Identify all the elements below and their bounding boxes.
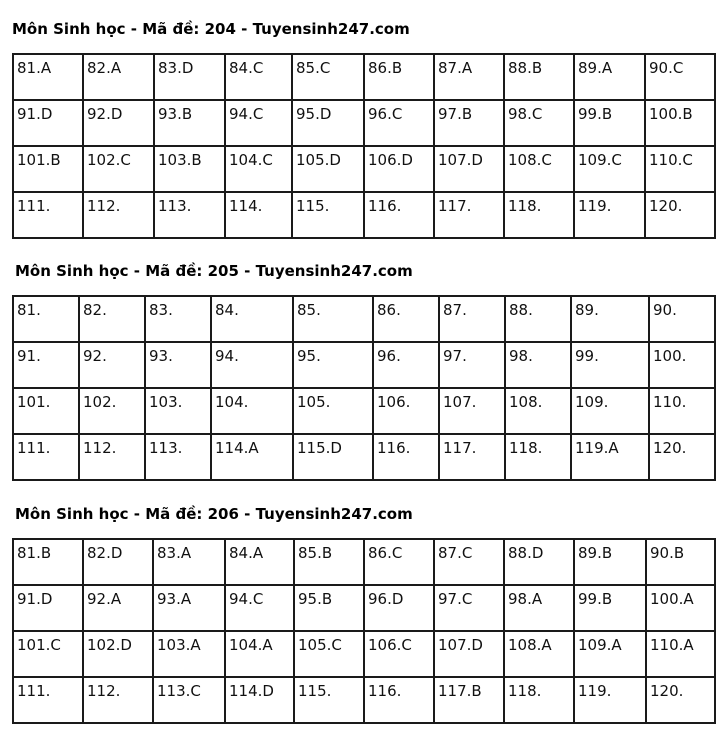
answer-cell-text: 111.	[17, 197, 51, 215]
answer-cell	[211, 296, 293, 342]
answer-cell	[292, 146, 364, 192]
answer-cell-text: 98.A	[508, 590, 543, 608]
answer-cell	[434, 192, 504, 238]
answer-cell	[211, 342, 293, 388]
answer-cell-text: 92.D	[87, 105, 123, 123]
table-row	[13, 434, 715, 480]
answer-cell-text: 93.A	[157, 590, 192, 608]
answer-cell-text: 119.A	[575, 439, 619, 457]
answer-cell	[79, 342, 145, 388]
answer-cell	[645, 54, 715, 100]
answer-cell	[574, 677, 646, 723]
answer-cell-text: 117.B	[438, 682, 482, 700]
answer-cell	[571, 388, 649, 434]
answer-cell	[571, 296, 649, 342]
answer-cell-text: 94.	[215, 347, 239, 365]
answer-cell	[373, 434, 439, 480]
answer-cell-text: 104.	[215, 393, 249, 411]
answer-cell	[574, 539, 646, 585]
answer-cell	[83, 100, 154, 146]
answer-cell	[79, 296, 145, 342]
answer-cell	[645, 146, 715, 192]
answer-cell-text: 94.C	[229, 590, 264, 608]
answer-cell-text: 90.	[653, 301, 677, 319]
answer-cell-text: 95.	[297, 347, 321, 365]
answer-cell-text: 119.	[578, 197, 612, 215]
answer-cell-text: 102.C	[87, 151, 131, 169]
answer-cell-text: 82.	[83, 301, 107, 319]
table-row	[13, 677, 715, 723]
answer-cell	[153, 539, 225, 585]
answer-cell	[83, 146, 154, 192]
answer-cell	[645, 192, 715, 238]
answer-cell	[225, 631, 294, 677]
answer-cell	[574, 631, 646, 677]
answer-cell-text: 91.	[17, 347, 41, 365]
answer-cell-text: 89.A	[578, 59, 613, 77]
answer-cell-text: 97.	[443, 347, 467, 365]
answer-cell-text: 87.C	[438, 544, 473, 562]
answer-cell-text: 120.	[650, 682, 684, 700]
answer-cell	[649, 296, 715, 342]
answer-cell	[439, 296, 505, 342]
answer-cell-text: 81.A	[17, 59, 52, 77]
answer-cell	[13, 54, 83, 100]
answer-cell	[434, 677, 504, 723]
answer-cell	[505, 342, 571, 388]
answer-cell-text: 101.	[17, 393, 51, 411]
answer-cell	[364, 146, 434, 192]
answer-cell-text: 116.	[368, 682, 402, 700]
answer-cell-text: 82.D	[87, 544, 123, 562]
answer-cell-text: 85.B	[298, 544, 333, 562]
answer-cell-text: 111.	[17, 682, 51, 700]
answer-cell-text: 81.	[17, 301, 41, 319]
answer-cell-text: 120.	[653, 439, 687, 457]
answer-cell	[574, 100, 645, 146]
answer-cell	[364, 54, 434, 100]
answer-cell-text: 95.B	[298, 590, 333, 608]
answer-cell	[574, 54, 645, 100]
answer-cell-text: 106.	[377, 393, 411, 411]
answer-cell-text: 115.	[296, 197, 330, 215]
answer-cell-text: 86.	[377, 301, 401, 319]
answer-cell	[13, 539, 83, 585]
table-row	[13, 388, 715, 434]
answer-cell-text: 81.B	[17, 544, 52, 562]
answer-cell-text: 109.A	[578, 636, 622, 654]
answer-cell	[225, 677, 294, 723]
section-title-206: Môn Sinh học - Mã đề: 206 - Tuyensinh247.com	[15, 505, 413, 523]
answer-cell	[364, 631, 434, 677]
answer-cell-text: 83.A	[157, 544, 192, 562]
answer-cell-text: 116.	[377, 439, 411, 457]
answer-cell	[13, 585, 83, 631]
answer-cell	[571, 434, 649, 480]
table-row	[13, 100, 715, 146]
answer-cell-text: 82.A	[87, 59, 122, 77]
answer-cell	[225, 585, 294, 631]
answer-cell-text: 90.C	[649, 59, 684, 77]
answer-cell-text: 118.	[508, 197, 542, 215]
answer-cell	[83, 631, 153, 677]
answer-cell	[505, 434, 571, 480]
answer-cell-text: 84.	[215, 301, 239, 319]
answer-cell-text: 108.	[509, 393, 543, 411]
answer-cell	[294, 585, 364, 631]
answer-cell-text: 84.A	[229, 544, 264, 562]
answer-cell	[13, 296, 79, 342]
answer-cell-text: 91.D	[17, 105, 53, 123]
answer-cell-text: 85.C	[296, 59, 331, 77]
answer-cell-text: 104.C	[229, 151, 273, 169]
answer-cell-text: 100.A	[650, 590, 694, 608]
table-row	[13, 585, 715, 631]
answer-cell	[646, 677, 715, 723]
answer-cell	[211, 388, 293, 434]
answer-cell-text: 114.D	[229, 682, 274, 700]
answer-cell-text: 108.A	[508, 636, 552, 654]
answer-cell	[225, 146, 292, 192]
answer-cell	[83, 192, 154, 238]
answer-cell	[13, 100, 83, 146]
answer-cell-text: 108.C	[508, 151, 552, 169]
answer-cell	[145, 434, 211, 480]
answer-cell-text: 97.C	[438, 590, 473, 608]
answer-cell-text: 104.A	[229, 636, 273, 654]
answer-cell-text: 115.	[298, 682, 332, 700]
answer-cell	[145, 296, 211, 342]
answer-cell	[154, 146, 225, 192]
answer-cell-text: 90.B	[650, 544, 685, 562]
answer-cell	[83, 677, 153, 723]
answer-cell	[293, 342, 373, 388]
answer-cell-text: 103.	[149, 393, 183, 411]
answer-cell-text: 96.	[377, 347, 401, 365]
answer-cell-text: 105.D	[296, 151, 341, 169]
answer-cell-text: 112.	[87, 197, 121, 215]
table-row	[13, 342, 715, 388]
answer-cell	[574, 585, 646, 631]
answer-cell-text: 99.	[575, 347, 599, 365]
section-title-204: Môn Sinh học - Mã đề: 204 - Tuyensinh247.com	[12, 20, 410, 38]
answer-cell-text: 94.C	[229, 105, 264, 123]
answer-cell-text: 103.A	[157, 636, 201, 654]
answer-cell-text: 106.D	[368, 151, 413, 169]
answer-cell	[364, 677, 434, 723]
table-row	[13, 146, 715, 192]
answer-cell-text: 100.	[653, 347, 687, 365]
answer-cell-text: 105.	[297, 393, 331, 411]
answer-cell	[294, 631, 364, 677]
answer-cell-text: 107.	[443, 393, 477, 411]
answer-cell	[292, 54, 364, 100]
answer-cell	[153, 585, 225, 631]
answer-cell-text: 92.A	[87, 590, 122, 608]
answer-cell-text: 87.	[443, 301, 467, 319]
answer-cell-text: 102.	[83, 393, 117, 411]
answer-cell-text: 96.C	[368, 105, 403, 123]
answer-cell	[211, 434, 293, 480]
answer-cell	[439, 434, 505, 480]
answer-cell	[434, 631, 504, 677]
answer-cell-text: 105.C	[298, 636, 342, 654]
answer-cell-text: 86.B	[368, 59, 403, 77]
answer-cell-text: 85.	[297, 301, 321, 319]
answer-cell-text: 107.D	[438, 151, 483, 169]
answer-cell	[504, 677, 574, 723]
answer-cell	[13, 388, 79, 434]
answer-cell-text: 109.C	[578, 151, 622, 169]
answer-cell-text: 114.	[229, 197, 263, 215]
answer-cell-text: 101.C	[17, 636, 61, 654]
answer-cell-text: 106.C	[368, 636, 412, 654]
answer-cell	[646, 585, 715, 631]
answer-cell-text: 83.D	[158, 59, 194, 77]
answer-table-206	[12, 538, 716, 724]
answer-cell-text: 88.	[509, 301, 533, 319]
answer-cell	[574, 192, 645, 238]
answer-cell-text: 93.	[149, 347, 173, 365]
answer-cell	[79, 388, 145, 434]
answer-cell	[292, 192, 364, 238]
answer-cell	[225, 539, 294, 585]
answer-cell	[364, 585, 434, 631]
answer-cell-text: 112.	[87, 682, 121, 700]
answer-cell	[434, 585, 504, 631]
answer-cell	[225, 192, 292, 238]
answer-cell	[364, 539, 434, 585]
answer-cell	[649, 388, 715, 434]
answer-cell-text: 84.C	[229, 59, 264, 77]
answer-cell	[13, 146, 83, 192]
answer-cell-text: 109.	[575, 393, 609, 411]
answer-cell-text: 91.D	[17, 590, 53, 608]
answer-cell	[83, 539, 153, 585]
answer-cell	[13, 677, 83, 723]
answer-cell-text: 117.	[443, 439, 477, 457]
table-row	[13, 296, 715, 342]
answer-cell-text: 117.	[438, 197, 472, 215]
answer-cell	[225, 54, 292, 100]
answer-cell	[373, 296, 439, 342]
answer-cell-text: 110.	[653, 393, 687, 411]
answer-cell	[505, 296, 571, 342]
answer-cell-text: 99.B	[578, 590, 613, 608]
answer-cell	[293, 388, 373, 434]
answer-cell-text: 118.	[509, 439, 543, 457]
answer-cell-text: 98.	[509, 347, 533, 365]
answer-cell	[646, 631, 715, 677]
answer-cell	[373, 342, 439, 388]
answer-cell-text: 119.	[578, 682, 612, 700]
answer-cell	[154, 192, 225, 238]
answer-cell-text: 86.C	[368, 544, 403, 562]
answer-cell-text: 102.D	[87, 636, 132, 654]
answer-cell-text: 97.B	[438, 105, 473, 123]
answer-cell	[13, 434, 79, 480]
answer-cell	[434, 146, 504, 192]
answer-cell	[649, 434, 715, 480]
answer-cell-text: 88.D	[508, 544, 544, 562]
answer-cell	[153, 677, 225, 723]
answer-cell	[504, 585, 574, 631]
answer-cell	[504, 54, 574, 100]
answer-cell-text: 92.	[83, 347, 107, 365]
answer-cell	[225, 100, 292, 146]
answer-cell	[504, 100, 574, 146]
answer-cell	[434, 100, 504, 146]
answer-cell	[79, 434, 145, 480]
answer-cell	[294, 677, 364, 723]
table-row	[13, 539, 715, 585]
answer-cell-text: 107.D	[438, 636, 483, 654]
table-row	[13, 192, 715, 238]
answer-cell-text: 89.B	[578, 544, 613, 562]
answer-cell	[154, 54, 225, 100]
answer-cell-text: 116.	[368, 197, 402, 215]
answer-cell	[364, 100, 434, 146]
answer-cell	[504, 146, 574, 192]
answer-cell	[294, 539, 364, 585]
answer-cell-text: 110.A	[650, 636, 694, 654]
answer-cell-text: 112.	[83, 439, 117, 457]
answer-cell-text: 95.D	[296, 105, 332, 123]
section-title-205: Môn Sinh học - Mã đề: 205 - Tuyensinh247.com	[15, 262, 413, 280]
answer-cell	[434, 54, 504, 100]
answer-cell	[364, 192, 434, 238]
answer-table-205	[12, 295, 716, 481]
answer-cell	[83, 585, 153, 631]
answer-cell	[649, 342, 715, 388]
answer-cell	[504, 192, 574, 238]
table-row	[13, 54, 715, 100]
answer-cell-text: 113.	[149, 439, 183, 457]
answer-cell	[645, 100, 715, 146]
answer-cell-text: 113.C	[157, 682, 201, 700]
answer-cell	[439, 388, 505, 434]
answer-cell-text: 103.B	[158, 151, 202, 169]
answer-cell-text: 87.A	[438, 59, 473, 77]
answer-cell-text: 120.	[649, 197, 683, 215]
answer-cell	[145, 342, 211, 388]
answer-cell-text: 96.D	[368, 590, 404, 608]
answer-cell-text: 113.	[158, 197, 192, 215]
answer-cell	[504, 539, 574, 585]
answer-cell	[154, 100, 225, 146]
answer-cell	[13, 342, 79, 388]
answer-cell	[145, 388, 211, 434]
answer-cell-text: 83.	[149, 301, 173, 319]
answer-cell	[434, 539, 504, 585]
answer-cell	[505, 388, 571, 434]
answer-cell	[153, 631, 225, 677]
answer-cell	[504, 631, 574, 677]
answer-cell	[574, 146, 645, 192]
answer-cell-text: 101.B	[17, 151, 61, 169]
answer-cell-text: 98.C	[508, 105, 543, 123]
answer-cell	[83, 54, 154, 100]
answer-cell-text: 111.	[17, 439, 51, 457]
answer-cell	[13, 631, 83, 677]
table-row	[13, 631, 715, 677]
answer-cell-text: 99.B	[578, 105, 613, 123]
answer-cell-text: 100.B	[649, 105, 693, 123]
answer-cell	[571, 342, 649, 388]
answer-cell	[646, 539, 715, 585]
answer-cell	[292, 100, 364, 146]
answer-cell	[373, 388, 439, 434]
answer-cell-text: 89.	[575, 301, 599, 319]
answer-cell-text: 110.C	[649, 151, 693, 169]
answer-cell	[293, 296, 373, 342]
answer-cell-text: 115.D	[297, 439, 342, 457]
answer-cell-text: 118.	[508, 682, 542, 700]
answer-cell	[293, 434, 373, 480]
answer-cell	[439, 342, 505, 388]
answer-table-204	[12, 53, 716, 239]
answer-cell	[13, 192, 83, 238]
answer-cell-text: 114.A	[215, 439, 259, 457]
answer-cell-text: 88.B	[508, 59, 543, 77]
answer-cell-text: 93.B	[158, 105, 193, 123]
